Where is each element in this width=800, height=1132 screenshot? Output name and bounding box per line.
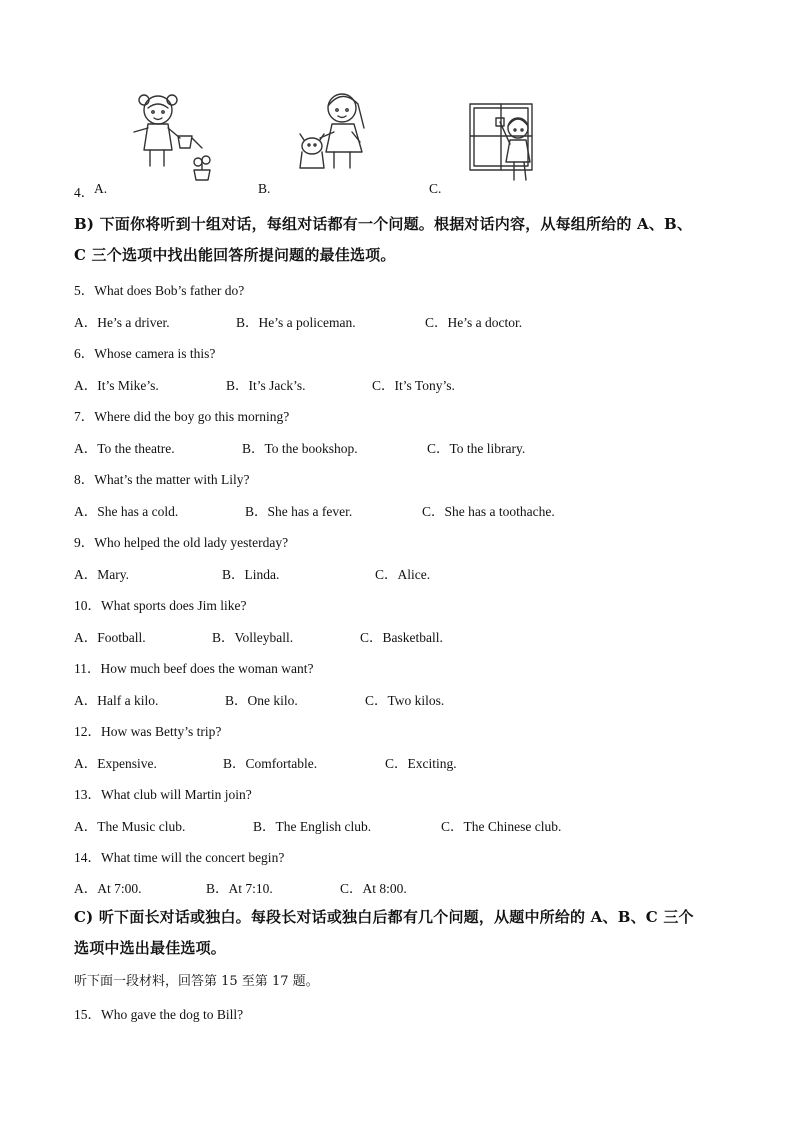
q12-option-c: C．Exciting. [385, 756, 457, 771]
q11-option-b: B．One kilo. [225, 693, 298, 708]
girl-with-dog-picture [290, 88, 390, 178]
q13-option-b: B．The English club. [253, 819, 372, 834]
q7-option-a: A．To the theatre. [74, 441, 175, 456]
q13-option-c: C．The Chinese club. [441, 819, 562, 834]
girl-cleaning-window-picture [466, 100, 546, 186]
listening-instruction: 听下面一段材料，回答第 15 至第 17 题。 [74, 974, 319, 989]
q4-label-a: A. [94, 181, 108, 196]
q6-option-c: C．It’s Tony’s. [372, 378, 455, 393]
question-8: 8．What’s the matter with Lily? [74, 472, 250, 487]
q9-option-c: C．Alice. [375, 567, 431, 582]
section-b-heading-line1: B) 下面你将听到十组对话，每组对话都有一个问题。根据对话内容，从每组所给的 A、B、 [74, 215, 693, 233]
question-15: 15．Who gave the dog to Bill? [74, 1007, 244, 1022]
q5-option-b: B．He’s a policeman. [236, 315, 356, 330]
q7-option-c: C．To the library. [427, 441, 526, 456]
section-c-heading-line1: C) 听下面长对话或独白。每段长对话或独白后都有几个问题，从题中所给的 A、B、C 三个 [74, 908, 694, 926]
girl-watering-flowers-picture [128, 88, 218, 184]
q12-option-a: A．Expensive. [74, 756, 157, 771]
q14-option-c: C．At 8:00. [340, 881, 407, 896]
q14-option-b: B．At 7:10. [206, 881, 273, 896]
q8-option-c: C．She has a toothache. [422, 504, 555, 519]
q10-option-c: C．Basketball. [360, 630, 443, 645]
question-12: 12．How was Betty’s trip? [74, 724, 222, 739]
question-7: 7．Where did the boy go this morning? [74, 409, 290, 424]
q11-option-a: A．Half a kilo. [74, 693, 159, 708]
q4-label-c: C. [429, 181, 442, 196]
q5-option-c: C．He’s a doctor. [425, 315, 523, 330]
q5-option-a: A．He’s a driver. [74, 315, 170, 330]
question-5: 5．What does Bob’s father do? [74, 283, 245, 298]
question-14: 14．What time will the concert begin? [74, 850, 285, 865]
q8-option-b: B．She has a fever. [245, 504, 353, 519]
q9-option-b: B．Linda. [222, 567, 280, 582]
section-b-heading-line2: C 三个选项中找出能回答所提问题的最佳选项。 [74, 246, 396, 264]
q6-option-a: A．It’s Mike’s. [74, 378, 159, 393]
question-13: 13．What club will Martin join? [74, 787, 252, 802]
q6-option-b: B．It’s Jack’s. [226, 378, 306, 393]
q10-option-a: A．Football. [74, 630, 146, 645]
question-9: 9．Who helped the old lady yesterday? [74, 535, 289, 550]
q10-option-b: B．Volleyball. [212, 630, 294, 645]
q12-option-b: B．Comfortable. [223, 756, 318, 771]
q8-option-a: A．She has a cold. [74, 504, 179, 519]
q11-option-c: C．Two kilos. [365, 693, 445, 708]
question-11: 11．How much beef does the woman want? [74, 661, 314, 676]
q4-label-b: B. [258, 181, 271, 196]
q9-option-a: A．Mary. [74, 567, 129, 582]
question-10: 10．What sports does Jim like? [74, 598, 247, 613]
q14-option-a: A．At 7:00. [74, 881, 142, 896]
q13-option-a: A．The Music club. [74, 819, 186, 834]
section-c-heading-line2: 选项中选出最佳选项。 [74, 939, 227, 957]
q4-number: 4． [74, 185, 95, 200]
q7-option-b: B．To the bookshop. [242, 441, 358, 456]
question-6: 6．Whose camera is this? [74, 346, 216, 361]
